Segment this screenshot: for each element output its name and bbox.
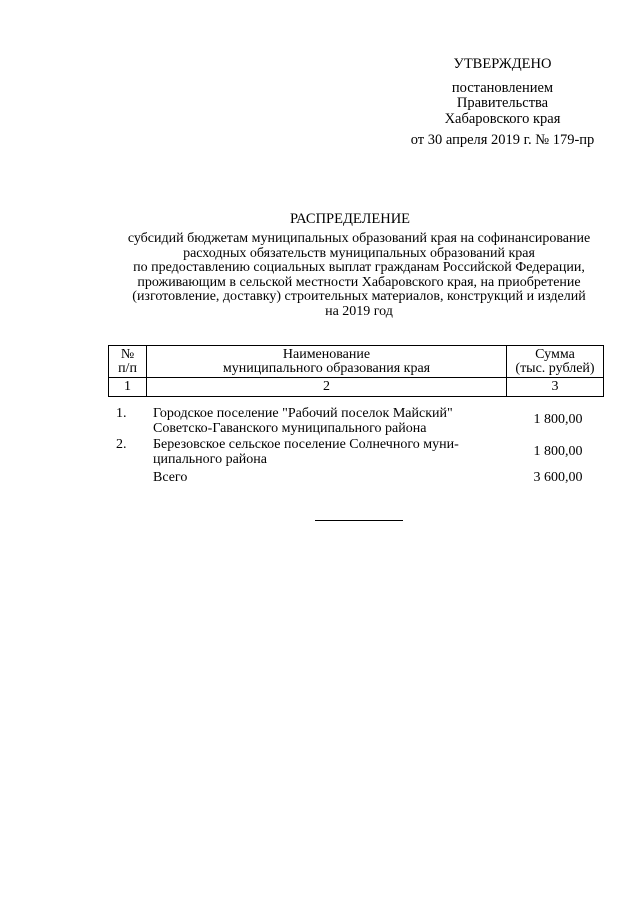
header-name-line1: Наименование bbox=[282, 346, 371, 362]
table-row bbox=[108, 407, 604, 437]
subtitle-line: проживающим в сельской местности Хабаровского края, на приобретение bbox=[137, 274, 581, 290]
row-name-line2: ципального района bbox=[153, 451, 267, 467]
approval-line-1: постановлением bbox=[451, 79, 554, 96]
row-name-line1: Березовское сельское поселение Солнечного муни- bbox=[153, 437, 459, 452]
subtitle-line: на 2019 год bbox=[325, 303, 393, 319]
approval-date: от 30 апреля 2019 г. № 179-пр bbox=[410, 132, 595, 148]
header-num-line2: п/п bbox=[118, 360, 137, 376]
row-number: 1. bbox=[116, 406, 127, 421]
header-num-line1: № bbox=[120, 346, 135, 362]
closing-rule bbox=[315, 520, 403, 521]
row-municipality-name bbox=[153, 407, 493, 436]
table-header-row bbox=[109, 346, 604, 378]
row-name-line2: Советско-Гаванского муниципального района bbox=[153, 420, 427, 436]
subtitle-line: субсидий бюджетам муниципальных образований края на софинансирование bbox=[127, 231, 591, 246]
row-sum: 1 800,00 bbox=[533, 412, 583, 427]
row-sum: 1 800,00 bbox=[533, 444, 583, 459]
approval-heading: УТВЕРЖДЕНО bbox=[453, 56, 552, 72]
document-title: РАСПРЕДЕЛЕНИЕ bbox=[289, 211, 411, 227]
column-number-cell: 1 bbox=[109, 378, 147, 397]
column-number-cell: 3 bbox=[507, 378, 604, 397]
approval-block bbox=[390, 57, 615, 149]
subtitle-line: расходных обязательств муниципальных образований края bbox=[183, 245, 535, 261]
approval-line-2: Правительства bbox=[456, 95, 549, 111]
column-number-row bbox=[109, 378, 604, 397]
subtitle-line: (изготовление, доставку) строительных материалов, конструкций и изделий bbox=[132, 289, 586, 304]
row-municipality-name bbox=[153, 438, 493, 467]
header-sum-line2: (тыс. рублей) bbox=[515, 360, 595, 376]
row-number: 2. bbox=[116, 437, 127, 452]
header-sum-cell bbox=[507, 346, 604, 378]
total-label: Всего bbox=[153, 470, 188, 485]
total-row bbox=[108, 471, 604, 487]
document-subtitle bbox=[100, 232, 618, 319]
header-num-cell bbox=[109, 346, 147, 378]
header-name-cell bbox=[147, 346, 507, 378]
distribution-table-header bbox=[108, 345, 604, 397]
header-name-line2: муниципального образования края bbox=[222, 360, 431, 376]
subtitle-line: по предоставлению социальных выплат гражданам Российской Федерации, bbox=[133, 260, 585, 275]
header-sum-line1: Сумма bbox=[535, 346, 575, 362]
row-name-line1: Городское поселение "Рабочий поселок Майский" bbox=[153, 406, 453, 421]
column-number-cell: 2 bbox=[147, 378, 507, 397]
table-row bbox=[108, 438, 604, 468]
total-sum: 3 600,00 bbox=[533, 470, 583, 485]
approval-line-3: Хабаровского края bbox=[444, 110, 561, 127]
